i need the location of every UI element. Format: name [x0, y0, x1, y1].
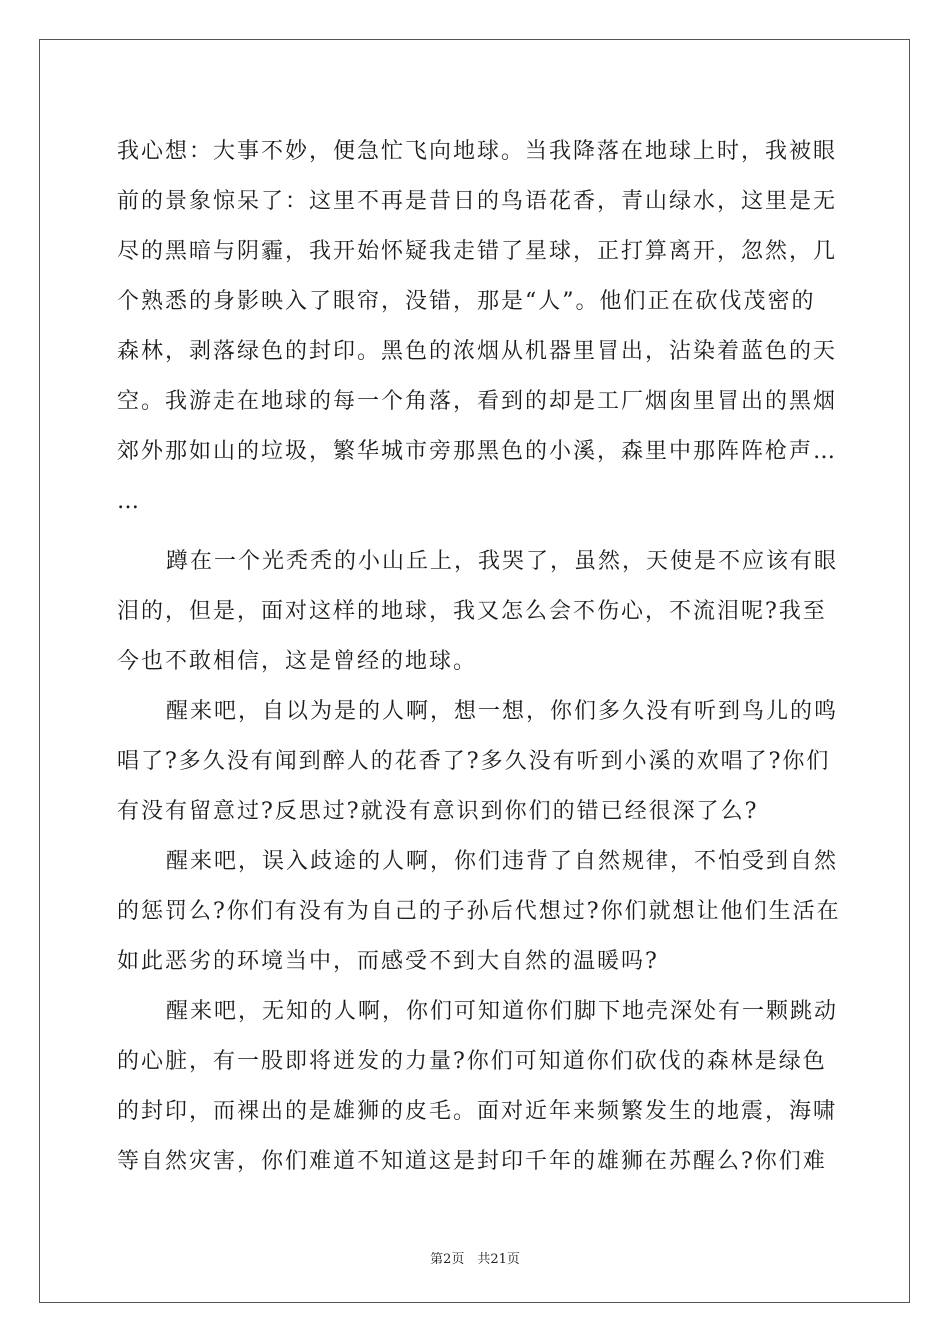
text-line: 森林，剥落绿色的封印。黑色的浓烟从机器里冒出，沾染着蓝色的天	[117, 339, 838, 364]
text-line: 的封印，而裸出的是雄狮的皮毛。面对近年来频繁发生的地震，海啸	[117, 1099, 838, 1124]
text-line: 泪的，但是，面对这样的地球，我又怎么会不伤心，不流泪呢?我至	[117, 599, 827, 624]
paragraph-first-line: 醒来吧，误入歧途的人啊，你们违背了自然规律，不怕受到自然	[166, 849, 839, 874]
text-line: 我心想：大事不妙，便急忙飞向地球。当我降落在地球上时，我被眼	[117, 139, 838, 164]
text-line: …	[117, 489, 141, 514]
text-line: 有没有留意过?反思过?就没有意识到你们的错已经很深了么?	[117, 799, 759, 824]
page-number-footer: 第2页 共21页	[430, 1252, 520, 1267]
text-line: 的惩罚么?你们有没有为自己的子孙后代想过?你们就想让他们生活在	[117, 899, 841, 924]
text-line: 尽的黑暗与阴霾，我开始怀疑我走错了星球，正打算离开，忽然，几	[117, 239, 838, 264]
paragraph-first-line: 醒来吧，自以为是的人啊，想一想，你们多久没有听到鸟儿的鸣	[166, 699, 839, 724]
text-line: 空。我游走在地球的每一个角落，看到的却是工厂烟囱里冒出的黑烟	[117, 389, 838, 414]
paragraph-first-line: 蹲在一个光秃秃的小山丘上，我哭了，虽然，天使是不应该有眼	[166, 549, 839, 574]
text-line: 的心脏，有一股即将迸发的力量?你们可知道你们砍伐的森林是绿色	[117, 1049, 827, 1074]
text-line: 如此恶劣的环境当中，而感受不到大自然的温暖吗?	[117, 949, 659, 974]
text-line: 唱了?多久没有闻到醉人的花香了?多久没有听到小溪的欢唱了?你们	[117, 749, 831, 774]
text-line: 郊外那如山的垃圾，繁华城市旁那黑色的小溪，森里中那阵阵枪声…	[117, 439, 838, 464]
paragraph-first-line: 醒来吧，无知的人啊，你们可知道你们脚下地壳深处有一颗跳动	[166, 999, 839, 1024]
document-body	[117, 127, 841, 1187]
text-line: 今也不敢相信，这是曾经的地球。	[117, 649, 478, 674]
text-line: 前的景象惊呆了：这里不再是昔日的鸟语花香，青山绿水，这里是无	[117, 189, 838, 214]
text-line: 等自然灾害，你们难道不知道这是封印千年的雄狮在苏醒么?你们难	[117, 1149, 827, 1174]
text-line: 个熟悉的身影映入了眼帘，没错，那是“人”。他们正在砍伐茂密的	[117, 289, 816, 314]
